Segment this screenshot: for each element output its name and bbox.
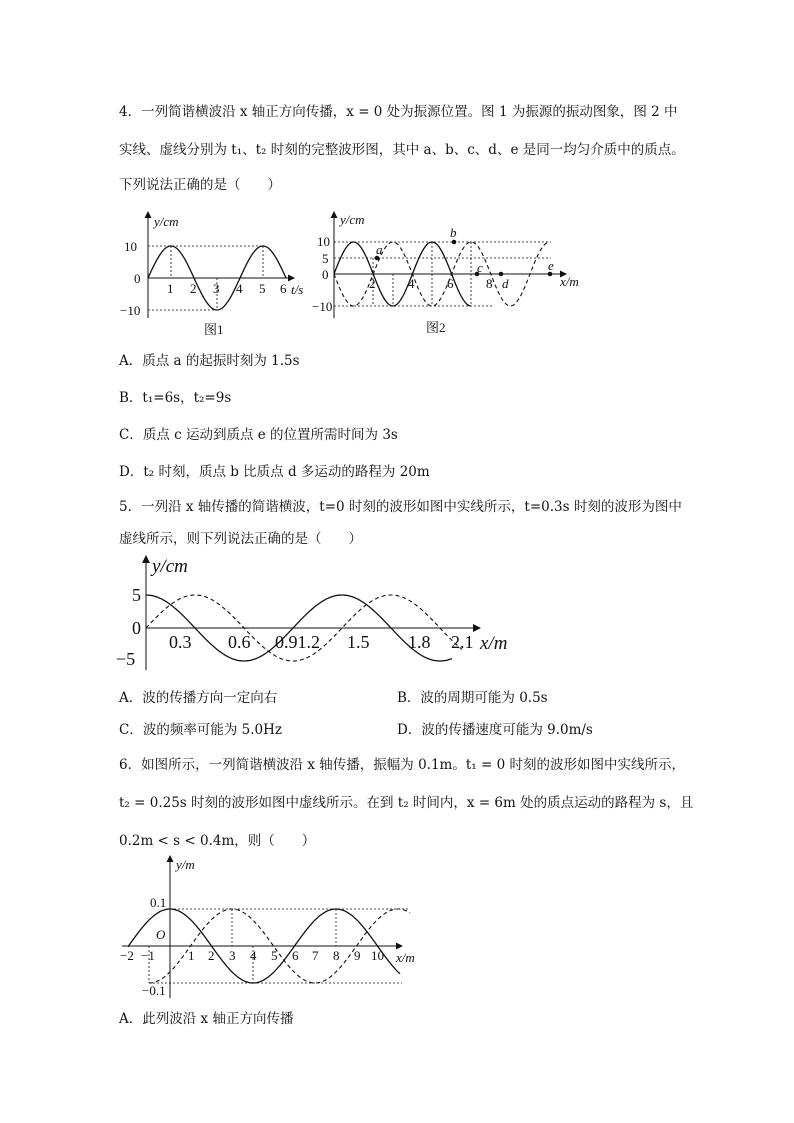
q6-xtick-7: 7 bbox=[312, 948, 319, 963]
q6-ytick-0.1: 0.1 bbox=[150, 895, 167, 910]
label-d: d bbox=[502, 276, 509, 291]
q5-stem-line2: 虚线所示，则下列说法正确的是（ ） bbox=[119, 531, 362, 547]
q4-figure1 bbox=[118, 208, 318, 338]
fig1-ytick-neg10: −10 bbox=[120, 303, 141, 318]
q5-xtick-0.9-1.2: 0.91.2 bbox=[275, 632, 320, 652]
fig1-ytick-10: 10 bbox=[124, 239, 137, 254]
fig2-xtick-4: 4 bbox=[408, 276, 415, 291]
fig2-xlabel: x/m bbox=[560, 274, 579, 289]
q6-xtick-10: 10 bbox=[371, 948, 384, 963]
fig2-ytick-10: 10 bbox=[317, 234, 330, 249]
q5-ytick-0: 0 bbox=[132, 618, 141, 638]
fig2-caption: 图2 bbox=[426, 320, 446, 335]
q4-figure2 bbox=[314, 208, 604, 338]
q6-origin: O bbox=[156, 927, 166, 942]
q5-xlabel: x/m bbox=[480, 633, 508, 654]
q5-xtick-1.5: 1.5 bbox=[347, 632, 370, 652]
q6-xtick-5: 5 bbox=[271, 948, 278, 963]
q6-option-a: A．此列波沿 x 轴正方向传播 bbox=[119, 1011, 294, 1027]
fig1-xtick-1: 1 bbox=[167, 281, 174, 296]
q5-xtick-0.3: 0.3 bbox=[169, 632, 192, 652]
q5-ytick-5: 5 bbox=[132, 585, 141, 605]
point-b bbox=[452, 240, 457, 245]
q5-xtick-0.6: 0.6 bbox=[228, 632, 251, 652]
fig1-xtick-6: 6 bbox=[280, 281, 287, 296]
q5-option-a: A．波的传播方向一定向右 bbox=[119, 690, 278, 706]
q6-xlabel: x/m bbox=[396, 950, 415, 965]
fig2-xtick-8: 8 bbox=[486, 276, 493, 291]
label-c: c bbox=[477, 260, 483, 275]
q6-xtick-6: 6 bbox=[292, 948, 299, 963]
q4-option-d: D．t₂ 时刻，质点 b 比质点 d 多运动的路程为 20m bbox=[119, 464, 430, 480]
q6-xtick-9: 9 bbox=[354, 948, 361, 963]
q6-xtick-neg1: −1 bbox=[141, 948, 155, 963]
q6-stem-line3: 0.2m < s < 0.4m，则（ ） bbox=[119, 833, 316, 849]
fig2-xtick-6: 6 bbox=[447, 276, 454, 291]
q4-stem-line3: 下列说法正确的是（ ） bbox=[119, 177, 281, 193]
fig1-caption: 图1 bbox=[204, 322, 224, 337]
q6-ytick-neg0.1: −0.1 bbox=[142, 983, 166, 998]
q6-xtick-neg2: −2 bbox=[120, 948, 134, 963]
q5-ylabel: y/cm bbox=[152, 556, 188, 577]
q5-xtick-2.1: 2.1 bbox=[451, 632, 474, 652]
fig1-xtick-4: 4 bbox=[236, 281, 243, 296]
q4-stem-line2: 实线、虚线分别为 t₁、t₂ 时刻的完整波形图，其中 a、b、c、d、e 是同一均匀介质中的质点。 bbox=[119, 142, 685, 158]
q6-xtick-2: 2 bbox=[208, 948, 215, 963]
fig1-xtick-5: 5 bbox=[259, 281, 266, 296]
q6-xtick-3: 3 bbox=[229, 948, 236, 963]
q4-stem-line1: 4．一列简谐横波沿 x 轴正方向传播，x = 0 处为振源位置。图 1 为振源的振动图象，图 2 中 bbox=[119, 104, 678, 120]
label-e: e bbox=[548, 258, 554, 273]
q5-figure bbox=[112, 552, 522, 672]
fig1-xlabel: t/s bbox=[291, 282, 304, 297]
fig2-ytick-neg10: −10 bbox=[312, 299, 333, 314]
q6-xtick-1: 1 bbox=[188, 948, 195, 963]
q5-option-d: D．波的传播速度可能为 9.0m/s bbox=[397, 722, 593, 738]
q4-option-c: C．质点 c 运动到质点 e 的位置所需时间为 3s bbox=[119, 427, 398, 443]
q6-xtick-4: 4 bbox=[250, 948, 257, 963]
q6-figure bbox=[112, 852, 432, 1002]
q5-option-c: C．波的频率可能为 5.0Hz bbox=[119, 722, 282, 738]
fig1-ytick-0: 0 bbox=[134, 271, 141, 286]
label-a: a bbox=[376, 242, 383, 257]
q6-ylabel: y/m bbox=[176, 857, 195, 872]
fig2-ytick-5: 5 bbox=[322, 251, 329, 266]
fig2-ylabel: y/cm bbox=[340, 212, 365, 227]
q5-ytick-neg5: −5 bbox=[116, 649, 136, 669]
q5-xtick-1.8: 1.8 bbox=[408, 632, 431, 652]
q5-stem-line1: 5．一列沿 x 轴传播的简谐横波，t=0 时刻的波形如图中实线所示，t=0.3s 时刻的波形为图中 bbox=[119, 499, 682, 515]
q6-xtick-8: 8 bbox=[333, 948, 340, 963]
q6-stem-line1: 6．如图所示，一列简谐横波沿 x 轴传播，振幅为 0.1m。t₁ = 0 时刻的波形如图中实线所示， bbox=[119, 757, 685, 773]
q4-option-b: B．t₁=6s，t₂=9s bbox=[119, 390, 232, 406]
fig1-xtick-3: 3 bbox=[213, 281, 220, 296]
fig2-ytick-0: 0 bbox=[322, 267, 329, 282]
q6-stem-line2: t₂ = 0.25s 时刻的波形如图中虚线所示。在到 t₂ 时间内，x = 6m 处的质点运动的路程为 s，且 bbox=[119, 795, 694, 811]
fig1-ylabel: y/cm bbox=[154, 214, 179, 229]
label-b: b bbox=[450, 225, 457, 240]
q4-option-a: A．质点 a 的起振时刻为 1.5s bbox=[119, 353, 300, 369]
fig1-xtick-2: 2 bbox=[190, 281, 197, 296]
fig2-xtick-2: 2 bbox=[369, 276, 376, 291]
q5-option-b: B．波的周期可能为 0.5s bbox=[397, 690, 548, 706]
